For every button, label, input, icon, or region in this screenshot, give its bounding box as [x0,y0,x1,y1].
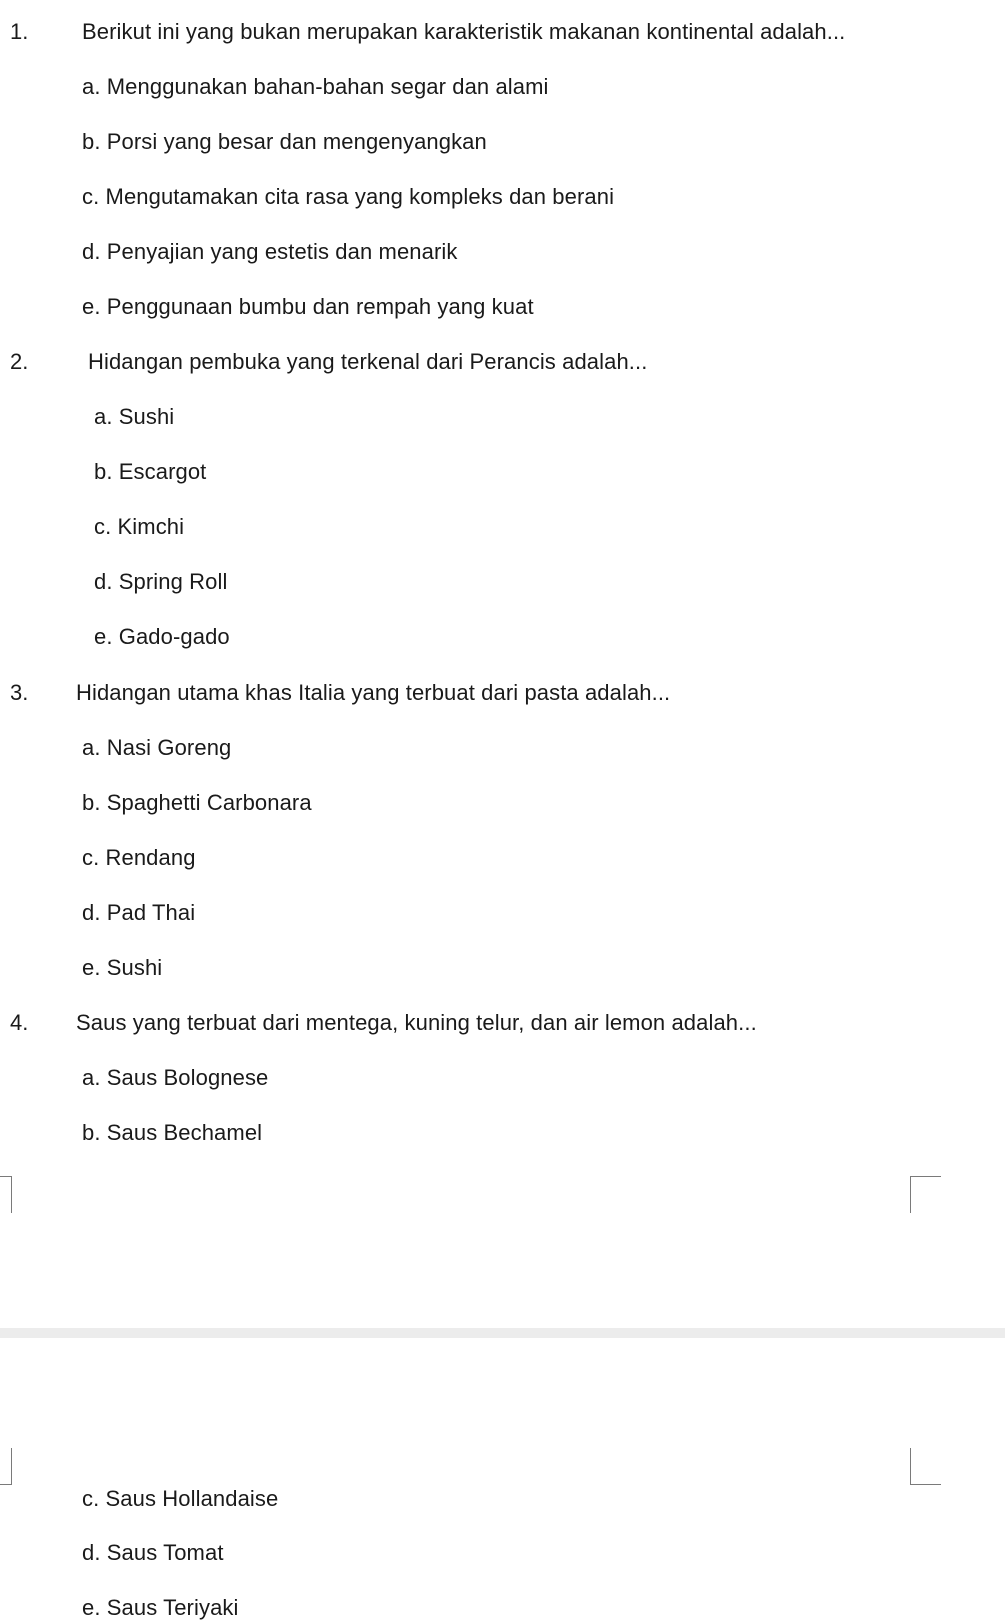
question-3-option-c: c. Rendang [82,845,196,870]
question-1-option-b: b. Porsi yang besar dan mengenyangkan [82,129,487,154]
page-corner-mark [910,1176,941,1213]
page-corner-mark [910,1448,941,1485]
question-4-option-a: a. Saus Bolognese [82,1065,269,1090]
question-4-option-b: b. Saus Bechamel [82,1120,263,1145]
question-2-number: 2. [10,349,29,374]
question-2-option-b: b. Escargot [94,459,207,484]
question-4-text: Saus yang terbuat dari mentega, kuning telur, dan air lemon adalah... [76,1010,757,1035]
question-3-number: 3. [10,680,29,705]
question-3-option-d: d. Pad Thai [82,900,196,925]
page-corner-mark [0,1448,12,1485]
page-corner-mark [0,1176,12,1213]
question-2-option-d: d. Spring Roll [94,569,228,594]
question-4-option-d: d. Saus Tomat [82,1540,224,1565]
question-3-option-b: b. Spaghetti Carbonara [82,790,312,815]
page-break [0,1328,1005,1338]
question-1-option-a: a. Menggunakan bahan-bahan segar dan alami [82,74,549,99]
question-1-option-d: d. Penyajian yang estetis dan menarik [82,239,458,264]
question-1-option-c: c. Mengutamakan cita rasa yang kompleks dan berani [82,184,615,209]
question-1-number: 1. [10,19,29,44]
question-1-text: Berikut ini yang bukan merupakan karakteristik makanan kontinental adalah... [82,19,846,44]
question-2-option-a: a. Sushi [94,404,175,429]
question-4-number: 4. [10,1010,29,1035]
question-1-option-e: e. Penggunaan bumbu dan rempah yang kuat [82,294,534,319]
question-3-text: Hidangan utama khas Italia yang terbuat dari pasta adalah... [76,680,671,705]
question-4-option-e: e. Saus Teriyaki [82,1595,239,1620]
question-2-text: Hidangan pembuka yang terkenal dari Perancis adalah... [88,349,648,374]
question-4-option-c: c. Saus Hollandaise [82,1486,279,1511]
question-2-option-c: c. Kimchi [94,514,185,539]
question-3-option-e: e. Sushi [82,955,163,980]
question-2-option-e: e. Gado-gado [94,624,230,649]
question-3-option-a: a. Nasi Goreng [82,735,232,760]
